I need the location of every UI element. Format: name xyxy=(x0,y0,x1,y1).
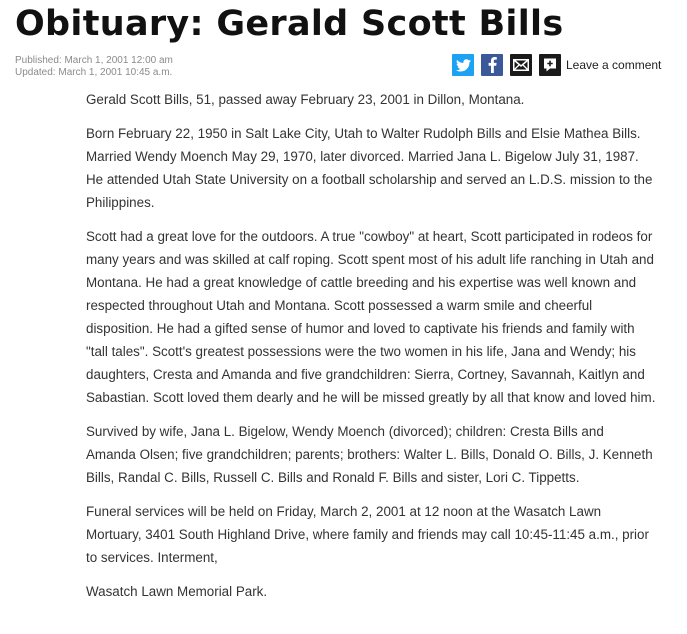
article-paragraph: Funeral services will be held on Friday, March 2, 2001 at 12 noon at the Wasatch Lawn Mortuary, 3401 South Highland Drive, where family and friends may call 10:45-11:45 a.m., prior to services. Interment, xyxy=(86,504,649,565)
leave-comment-link[interactable]: Leave a comment xyxy=(566,58,662,72)
facebook-share-button[interactable] xyxy=(481,54,503,76)
article-paragraph: Scott had a great love for the outdoors. A true "cowboy" at heart, Scott participated in rodeos for many years and was skilled at calf roping. Scott spent most of his adult life ranching in Utah and Montana. He had a great knowledge of cattle breeding and his expertise was well known and respected throughout Utah and Montana. Scott possessed a warm smile and cheerful disposition. He had a gifted sense of humor and loved to captivate his friends and family with "tall tales". Scott's greatest possessions were the two women in his life, Jana and Wendy; his daughters, Cresta and Amanda and five grandchildren: Sierra, Cortney, Savannah, Kaitlyn and Sabastian. Scott loved them dearly and he will be missed greatly by all that know and loved him. xyxy=(86,229,656,405)
email-share-button[interactable] xyxy=(510,54,532,76)
article-meta xyxy=(15,55,173,79)
article-paragraph: Survived by wife, Jana L. Bigelow, Wendy Moench (divorced); children: Cresta Bills and Amanda Olsen; five grandchildren; parents; brothers: Walter L. Bills, Donald O. Bills, J. Kenneth Bills, Randal C. Bills, Russell C. Bills and Ronald F. Bills and sister, Lori C. Tippetts. xyxy=(86,424,653,485)
facebook-icon xyxy=(488,57,497,73)
article-paragraph: Wasatch Lawn Memorial Park. xyxy=(86,584,268,599)
comment-icon xyxy=(542,57,558,73)
article-paragraph: Born February 22, 1950 in Salt Lake City, Utah to Walter Rudolph Bills and Elsie Mathea Bills. Married Wendy Moench May 29, 1970, later divorced. Married Jana L. Bigelow July 31, 1987. He attended Utah State University on a football scholarship and served an L.D.S. mission to the Philippines. xyxy=(86,126,653,210)
updated-date: Updated: March 1, 2001 10:45 a.m. xyxy=(15,67,173,78)
article-body xyxy=(86,88,656,614)
article-paragraph: Gerald Scott Bills, 51, passed away February 23, 2001 in Dillon, Montana. xyxy=(86,92,525,107)
comment-button[interactable] xyxy=(539,54,561,76)
email-icon xyxy=(513,59,529,71)
share-bar xyxy=(452,53,661,77)
twitter-icon xyxy=(456,59,471,72)
twitter-share-button[interactable] xyxy=(452,54,474,76)
page-title: Obituary: Gerald Scott Bills xyxy=(15,4,564,44)
published-date: Published: March 1, 2001 12:00 am xyxy=(15,55,173,66)
